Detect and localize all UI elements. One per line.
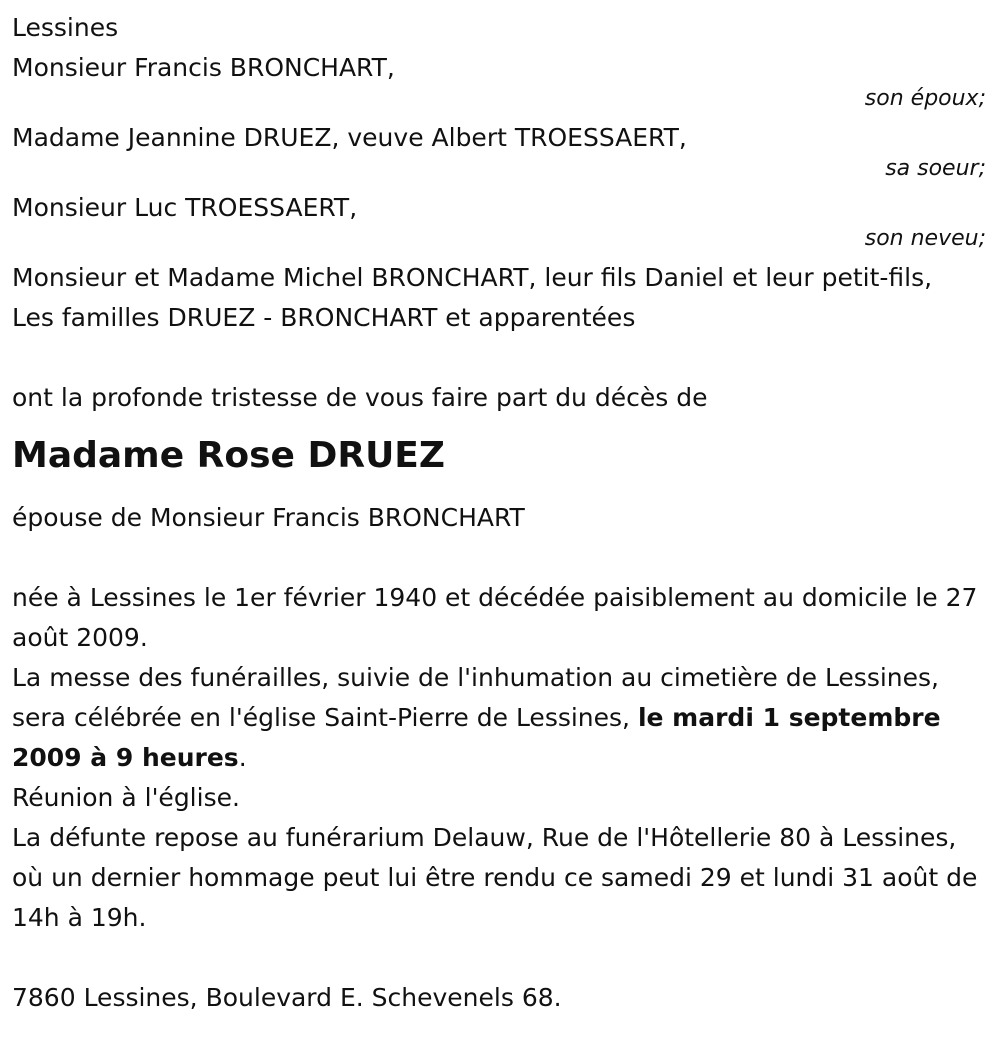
city-header: Lessines bbox=[12, 13, 119, 42]
funeral-end: . bbox=[238, 743, 247, 772]
extended-family-line: Les familles DRUEZ - BRONCHART et apparentées bbox=[12, 303, 636, 332]
funeral-date: le mardi 1 septembre 2009 à 9 heures bbox=[12, 703, 941, 772]
rest-text: La défunte repose au funérarium Delauw, Rue de l'Hôtellerie 80 à Lessines, où un dernier hommage peut lui être rendu ce samedi 29 et lundi 31 août de 14h à 19h. bbox=[12, 823, 978, 932]
spouse-line: épouse de Monsieur Francis BRONCHART bbox=[12, 503, 525, 532]
family-member-name: Monsieur Francis BRONCHART, bbox=[12, 53, 395, 82]
birth-death-text: née à Lessines le 1er février 1940 et décédée paisiblement au domicile le 27 août 2009. bbox=[12, 583, 978, 652]
funeral-text bbox=[12, 658, 988, 778]
meeting-text: Réunion à l'église. bbox=[12, 783, 240, 812]
family-member-name: Monsieur Luc TROESSAERT, bbox=[12, 193, 358, 222]
funeral-intro: La messe des funérailles, suivie de l'inhumation au cimetière de Lessines, sera célébrée en l'église Saint-Pierre de Lessines, bbox=[12, 663, 940, 732]
family-member-name: Madame Jeannine DRUEZ, veuve Albert TROESSAERT, bbox=[12, 123, 687, 152]
spacer bbox=[12, 538, 988, 578]
extended-family-line: Monsieur et Madame Michel BRONCHART, leur fils Daniel et leur petit-fils, bbox=[12, 263, 933, 292]
family-member-relation: son époux; bbox=[864, 86, 986, 111]
deceased-name: Madame Rose DRUEZ bbox=[12, 435, 446, 476]
family-member-relation: sa soeur; bbox=[885, 156, 986, 181]
spacer bbox=[12, 338, 988, 378]
announcement-text: ont la profonde tristesse de vous faire part du décès de bbox=[12, 383, 708, 412]
family-member-relation: son neveu; bbox=[864, 226, 986, 251]
spacer bbox=[12, 938, 988, 978]
address-text: 7860 Lessines, Boulevard E. Schevenels 68. bbox=[12, 983, 562, 1012]
